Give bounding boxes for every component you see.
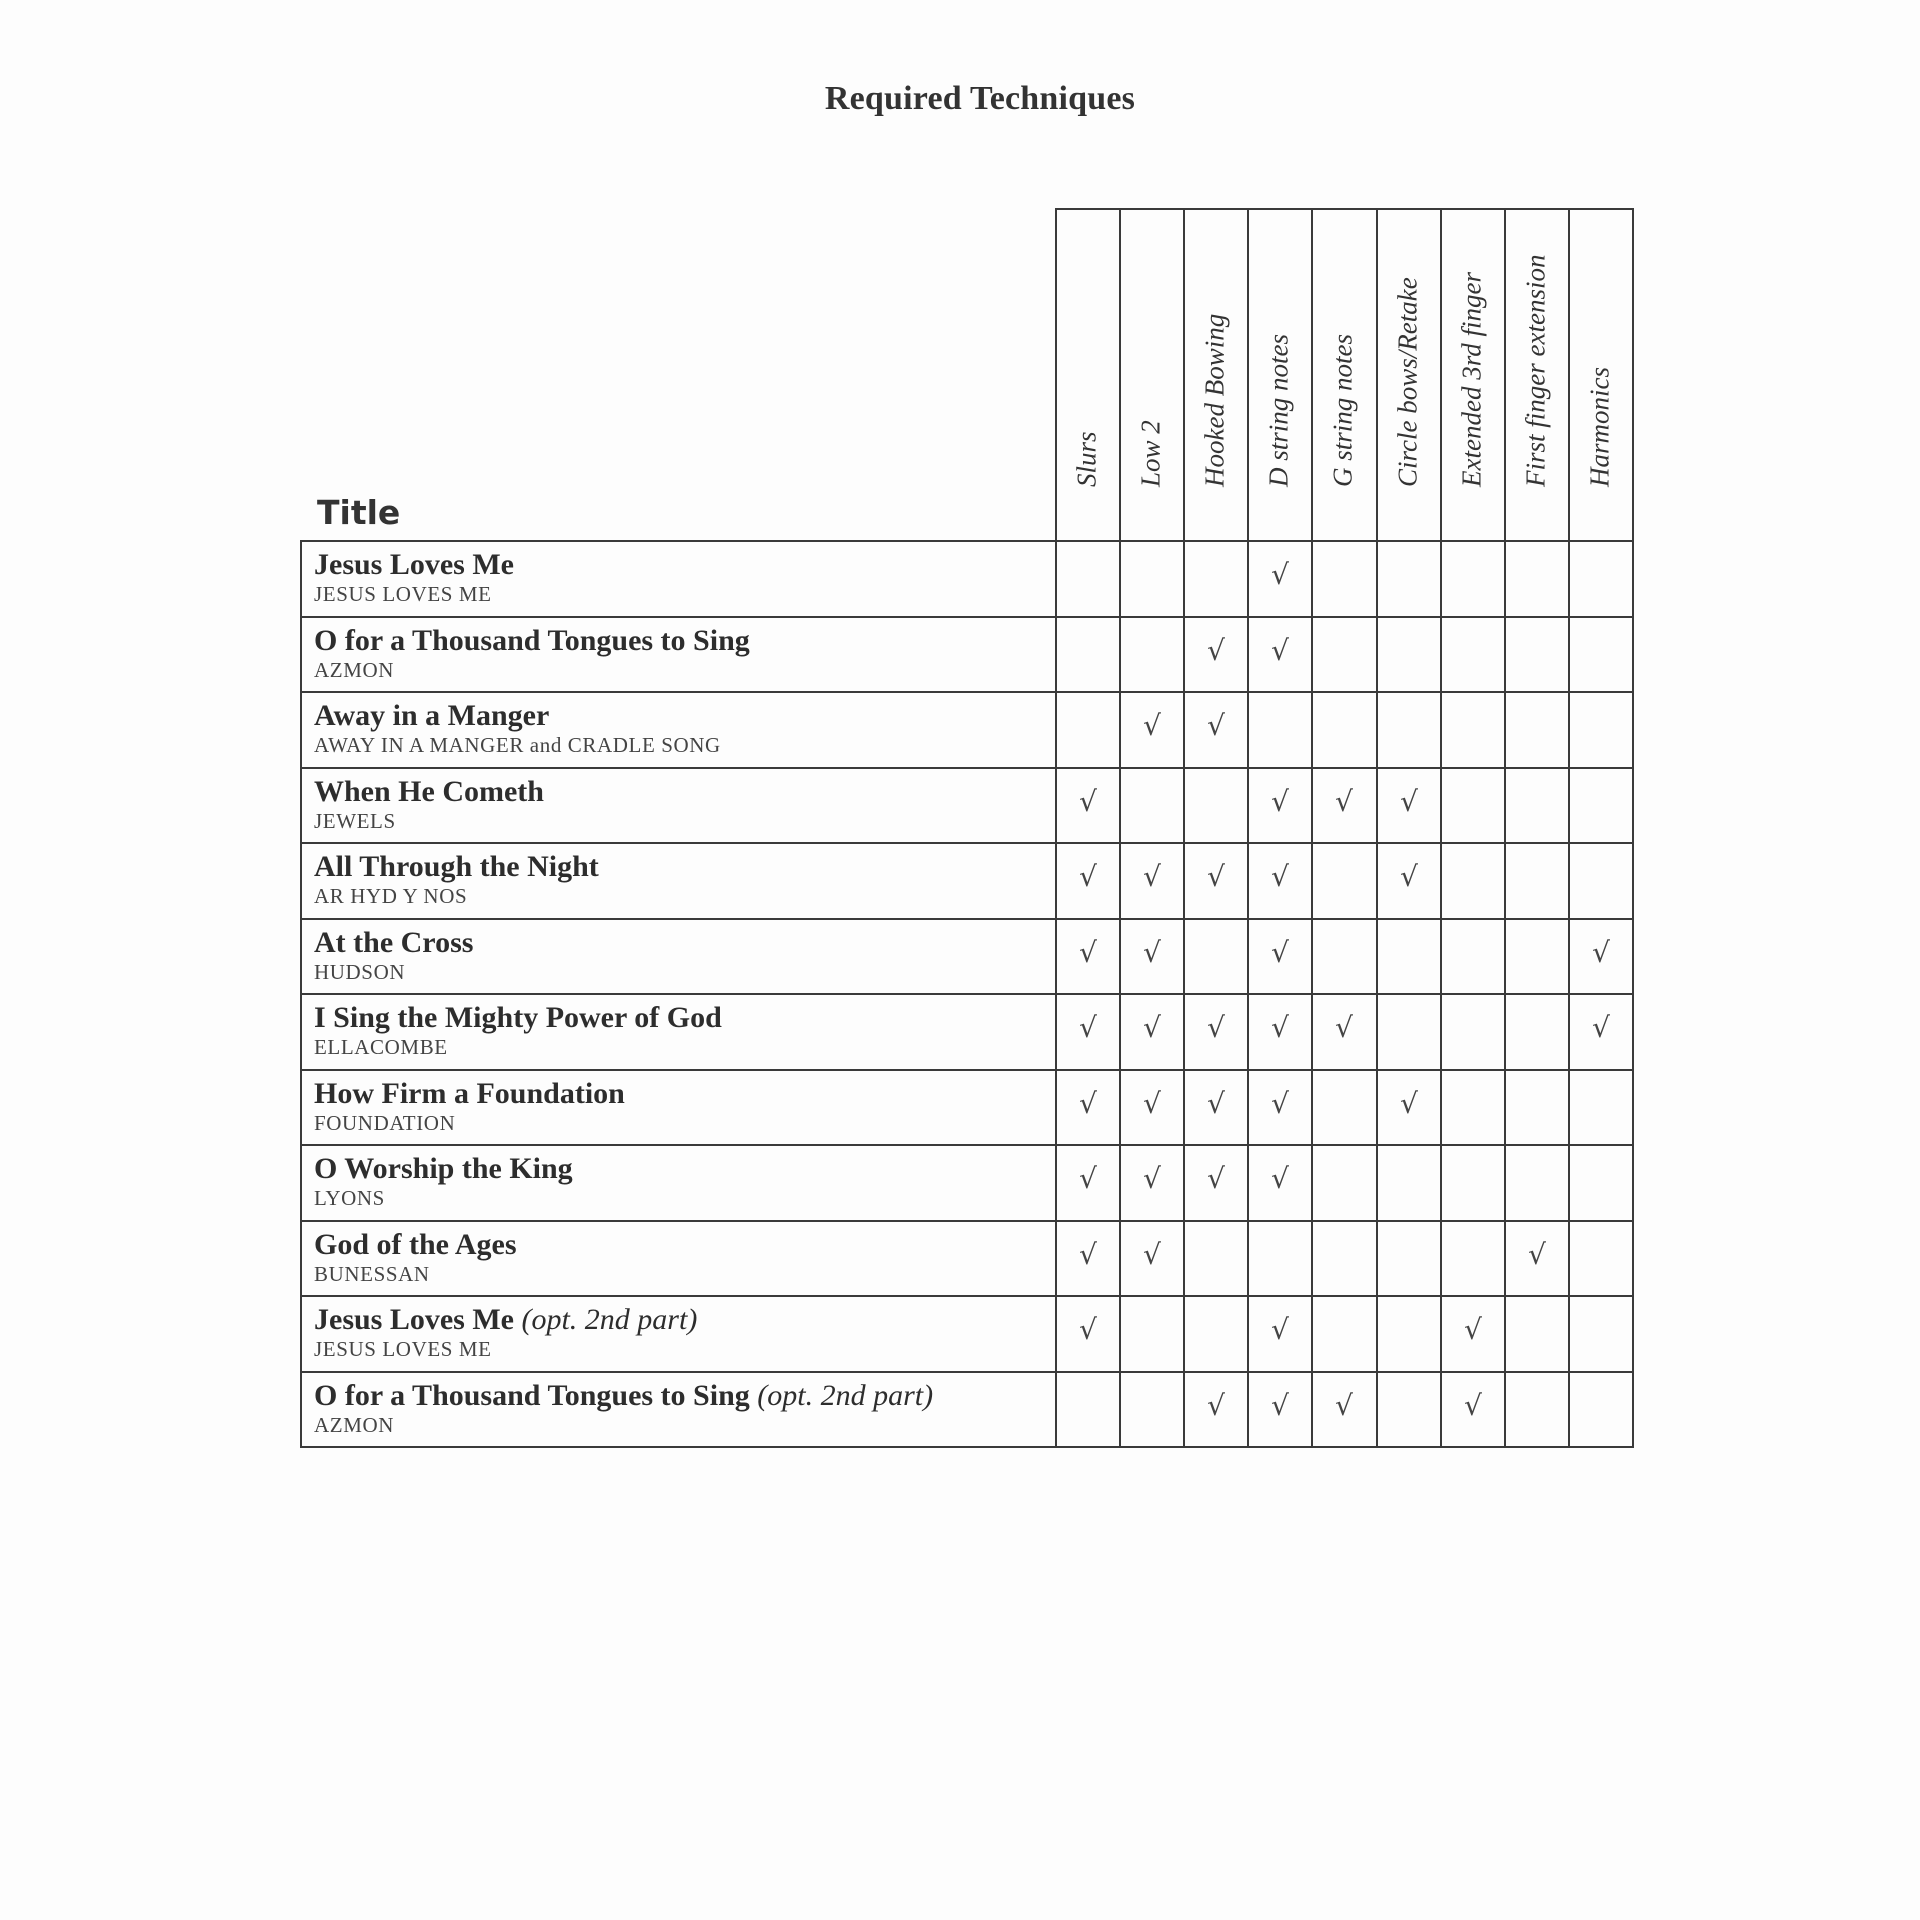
- song-title: [314, 1152, 573, 1186]
- check-mark: √: [1143, 1011, 1161, 1044]
- check-mark: √: [1271, 1313, 1289, 1346]
- check-mark: √: [1400, 860, 1418, 893]
- check-mark: √: [1079, 1162, 1097, 1195]
- row-divider: [300, 1295, 1632, 1297]
- row-divider: [300, 842, 1632, 844]
- song-title: [314, 1228, 517, 1262]
- check-mark: √: [1207, 709, 1225, 742]
- column-header: [1504, 210, 1568, 540]
- tune-name: FOUNDATION: [314, 1111, 456, 1135]
- check-mark: √: [1592, 1011, 1610, 1044]
- table-left-border: [300, 540, 302, 1448]
- column-header: [1440, 210, 1504, 540]
- song-title: [314, 624, 750, 658]
- row-divider: [300, 1069, 1632, 1071]
- song-title-text: Jesus Loves Me: [314, 548, 514, 581]
- check-mark: √: [1207, 1087, 1225, 1120]
- tune-name: HUDSON: [314, 960, 406, 984]
- song-title: [314, 850, 599, 884]
- tune-name: JEWELS: [314, 809, 396, 833]
- column-header: [1311, 210, 1375, 540]
- column-header-label: First finger extension: [1520, 254, 1551, 487]
- song-title: [314, 699, 549, 733]
- row-divider: [300, 616, 1632, 618]
- row-divider: [300, 540, 1632, 542]
- song-title-text: O for a Thousand Tongues to Sing: [314, 1379, 750, 1412]
- tune-name: ELLACOMBE: [314, 1035, 448, 1059]
- tune-name: AWAY IN A MANGER and CRADLE SONG: [314, 733, 721, 757]
- song-title: [314, 775, 544, 809]
- check-mark: √: [1335, 1011, 1353, 1044]
- check-mark: √: [1400, 1087, 1418, 1120]
- column-header-label: Harmonics: [1584, 367, 1615, 487]
- check-mark: √: [1079, 1011, 1097, 1044]
- check-mark: √: [1207, 1011, 1225, 1044]
- song-title-text: All Through the Night: [314, 850, 599, 883]
- tune-name: AZMON: [314, 658, 394, 682]
- tune-name: AR HYD Y NOS: [314, 884, 468, 908]
- song-title: [314, 1077, 625, 1111]
- check-mark: √: [1143, 1238, 1161, 1271]
- check-mark: √: [1271, 1162, 1289, 1195]
- column-header-label: Circle bows/Retake: [1392, 277, 1423, 487]
- check-mark: √: [1335, 1389, 1353, 1422]
- song-title-text: At the Cross: [314, 926, 474, 959]
- check-mark: √: [1271, 860, 1289, 893]
- check-mark: √: [1079, 860, 1097, 893]
- check-mark: √: [1207, 634, 1225, 667]
- tune-name: JESUS LOVES ME: [314, 582, 492, 606]
- row-divider: [300, 1371, 1632, 1373]
- optional-part-note: (opt. 2nd part): [749, 1379, 934, 1412]
- row-divider: [300, 691, 1632, 693]
- check-mark: √: [1592, 936, 1610, 969]
- song-title-text: When He Cometh: [314, 775, 544, 808]
- optional-part-note: (opt. 2nd part): [513, 1303, 698, 1336]
- check-mark: √: [1079, 1238, 1097, 1271]
- song-title-text: Away in a Manger: [314, 699, 550, 732]
- column-header-label: Low 2: [1135, 420, 1166, 487]
- song-title: [314, 1001, 722, 1035]
- check-mark: √: [1271, 1389, 1289, 1422]
- check-mark: √: [1335, 785, 1353, 818]
- song-title: [314, 926, 473, 960]
- song-title: [314, 548, 514, 582]
- row-divider: [300, 1220, 1632, 1222]
- check-mark: √: [1528, 1238, 1546, 1271]
- check-mark: √: [1464, 1389, 1482, 1422]
- check-mark: √: [1207, 1389, 1225, 1422]
- check-mark: √: [1207, 860, 1225, 893]
- check-mark: √: [1207, 1162, 1225, 1195]
- check-mark: √: [1143, 1087, 1161, 1120]
- column-header: [1055, 210, 1119, 540]
- check-mark: √: [1400, 785, 1418, 818]
- column-header: [1568, 210, 1632, 540]
- song-title: [314, 1379, 933, 1413]
- row-divider: [300, 993, 1632, 995]
- column-header: [1119, 210, 1183, 540]
- song-title-text: I Sing the Mighty Power of God: [314, 1001, 722, 1034]
- song-title-text: O for a Thousand Tongues to Sing: [314, 624, 750, 657]
- column-header: [1376, 210, 1440, 540]
- column-header: [1183, 210, 1247, 540]
- check-mark: √: [1143, 1162, 1161, 1195]
- song-title-text: O Worship the King: [314, 1152, 573, 1185]
- title-column-header: Title: [317, 493, 401, 532]
- check-mark: √: [1143, 860, 1161, 893]
- check-mark: √: [1079, 1313, 1097, 1346]
- column-header-label: Slurs: [1071, 431, 1102, 487]
- check-mark: √: [1271, 936, 1289, 969]
- column-header: [1247, 210, 1311, 540]
- check-mark: √: [1271, 558, 1289, 591]
- check-mark: √: [1271, 785, 1289, 818]
- tune-name: LYONS: [314, 1186, 385, 1210]
- column-header-label: G string notes: [1327, 333, 1358, 487]
- page-title: Required Techniques: [824, 80, 1136, 117]
- check-mark: √: [1143, 709, 1161, 742]
- column-divider: [1632, 208, 1634, 1448]
- check-mark: √: [1079, 1087, 1097, 1120]
- check-mark: √: [1271, 1011, 1289, 1044]
- check-mark: √: [1079, 936, 1097, 969]
- row-divider: [300, 767, 1632, 769]
- row-divider: [300, 1446, 1632, 1448]
- column-header-label: Hooked Bowing: [1199, 313, 1230, 487]
- check-mark: √: [1271, 634, 1289, 667]
- tune-name: JESUS LOVES ME: [314, 1337, 492, 1361]
- check-mark: √: [1464, 1313, 1482, 1346]
- column-header-label: Extended 3rd finger: [1456, 272, 1487, 487]
- song-title-text: Jesus Loves Me: [314, 1303, 514, 1336]
- song-title-text: God of the Ages: [314, 1228, 517, 1261]
- tune-name: AZMON: [314, 1413, 394, 1437]
- row-divider: [300, 918, 1632, 920]
- check-mark: √: [1143, 936, 1161, 969]
- tune-name: BUNESSAN: [314, 1262, 430, 1286]
- column-header-label: D string notes: [1263, 333, 1294, 487]
- song-title-text: How Firm a Foundation: [314, 1077, 625, 1110]
- row-divider: [300, 1144, 1632, 1146]
- check-mark: √: [1079, 785, 1097, 818]
- check-mark: √: [1271, 1087, 1289, 1120]
- song-title: [314, 1303, 697, 1337]
